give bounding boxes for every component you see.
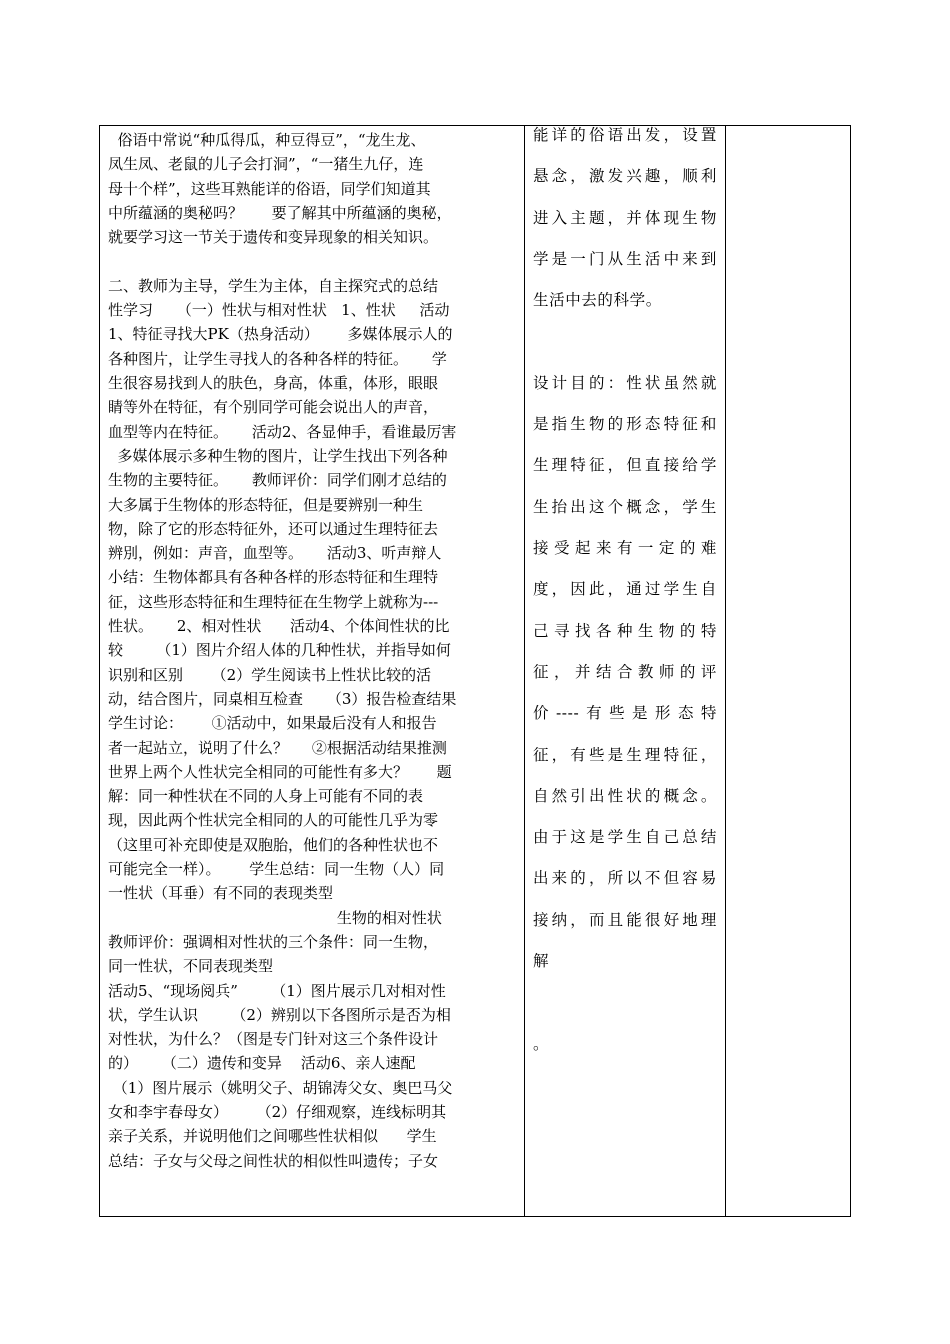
design-text-line: 是指生物的形态特征和 bbox=[533, 415, 717, 434]
text-line: 凤生凤、老鼠的儿子会打洞”，“一猪生九仔，连 bbox=[108, 155, 424, 174]
text-line: 生物的主要特征。 教师评价：同学们刚才总结的 bbox=[108, 471, 447, 490]
design-text-line: 己寻找各种生物的特 bbox=[533, 621, 717, 640]
design-text-line: 悬念，激发兴趣，顺利 bbox=[533, 167, 717, 186]
design-text-line: 学是一门从生活中来到 bbox=[533, 249, 717, 268]
text-line: 解：同一种性状在不同的人身上可能有不同的表 bbox=[108, 787, 424, 806]
text-line: 现，因此两个性状完全相同的人的可能性几乎为零 bbox=[108, 811, 439, 830]
text-line: 总结：子女与父母之间性状的相似性叫遗传；子女 bbox=[108, 1151, 439, 1170]
design-text-line: 。 bbox=[533, 1034, 550, 1053]
text-line: 生物的相对性状 bbox=[108, 908, 442, 927]
text-line: 二、教师为主导，学生为主体，自主探究式的总结 bbox=[108, 276, 439, 295]
text-line: 物，除了它的形态特征外，还可以通过生理特征去 bbox=[108, 519, 439, 538]
design-text-line: 接纳，而且能很好地理 bbox=[533, 910, 717, 929]
design-text-line: 设计目的：性状虽然就 bbox=[533, 373, 717, 392]
text-line: 就要学习这一节关于遗传和变异现象的相关知识。 bbox=[108, 228, 439, 247]
text-line: 较 （1）图片介绍人体的几种性状，并指导如何 bbox=[108, 641, 451, 660]
design-text-line: 进入主题，并体现生物 bbox=[533, 208, 717, 227]
design-text-line: 征，有些是生理特征， bbox=[533, 745, 717, 764]
column-divider-1 bbox=[524, 126, 525, 1216]
text-line: 征，这些形态特征和生理特征在生物学上就称为--- bbox=[108, 592, 439, 611]
design-text-line: 出来的，所以不但容易 bbox=[533, 869, 717, 888]
design-text-line: 度，因此，通过学生自 bbox=[533, 580, 717, 599]
design-text-line: 解 bbox=[533, 952, 550, 970]
text-line: 睛等外在特征，有个别同学可能会说出人的声音， bbox=[108, 398, 439, 417]
text-line: 女和李宇春母女） （2）仔细观察，连线标明其 bbox=[108, 1103, 447, 1121]
text-line: 母十个样”，这些耳熟能详的俗语，同学们知道其 bbox=[108, 179, 431, 198]
text-line: 俗语中常说“种瓜得瓜，种豆得豆”，“龙生龙、 bbox=[108, 131, 426, 149]
text-line: 动，结合图片，同桌相互检查 （3）报告检查结果 bbox=[108, 689, 457, 708]
text-line: 教师评价：强调相对性状的三个条件：同一生物， bbox=[108, 932, 439, 951]
text-line: 的） （二）遗传和变异 活动6、亲人速配 bbox=[108, 1054, 416, 1073]
text-line: 学生讨论： ①活动中，如果最后没有人和报告 bbox=[108, 714, 437, 733]
text-line: 活动5、“现场阅兵” （1）图片展示几对相对性 bbox=[108, 981, 446, 1000]
text-line: 对性状，为什么？（图是专门针对这三个条件设计 bbox=[108, 1030, 439, 1049]
design-text-line: 生抬出这个概念，学生 bbox=[533, 497, 717, 516]
text-line: 同一性状，不同表现类型 bbox=[108, 957, 274, 976]
text-line: 1、特征寻找大PK（热身活动） 多媒体展示人的 bbox=[108, 325, 453, 344]
text-line: 性状。 2、相对性状 活动4、个体间性状的比 bbox=[108, 617, 450, 635]
text-line: 识别和区别 （2）学生阅读书上性状比较的活 bbox=[108, 665, 432, 684]
text-line: 世界上两个人性状完全相同的可能性有多大？ 题 bbox=[108, 762, 452, 781]
design-text-line: 自然引出性状的概念。 bbox=[533, 786, 717, 805]
lesson-plan-table bbox=[99, 125, 851, 1217]
text-line: 生很容易找到人的肤色，身高，体重，体形，眼眼 bbox=[108, 374, 439, 392]
design-text-line: 生活中去的科学。 bbox=[533, 291, 662, 310]
design-text-line: 价----有些是形态特 bbox=[533, 704, 717, 723]
text-line: 亲子关系，并说明他们之间哪些性状相似 学生 bbox=[108, 1127, 437, 1146]
text-line: 各种图片，让学生寻找人的各种各样的特征。 学 bbox=[108, 349, 447, 368]
text-line: 性学习 （一）性状与相对性状 1、性状 活动 bbox=[108, 301, 450, 320]
design-text-line: 生理特征，但直接给学 bbox=[533, 456, 717, 475]
text-line: 一性状（耳垂）有不同的表现类型 bbox=[108, 884, 334, 903]
text-line: 多媒体展示多种生物的图片，让学生找出下列各种 bbox=[108, 446, 448, 465]
text-line: 辨別，例如：声音，血型等。 活动3、听声辩人 bbox=[108, 544, 442, 563]
design-text-line: 接受起来有一定的难 bbox=[533, 539, 717, 557]
text-line: 者一起站立，说明了什么？ ②根据活动结果推测 bbox=[108, 738, 447, 757]
text-line: 中所蕴涵的奥秘吗？ 要了解其中所蕴涵的奥秘， bbox=[108, 203, 452, 222]
text-line: 状，学生认识 （2）辨别以下各图所示是否为相 bbox=[108, 1005, 451, 1024]
design-text-line: 征，并结合教师的评 bbox=[533, 662, 717, 681]
text-line: 血型等内在特征。 活动2、各显伸手，看谁最厉害 bbox=[108, 422, 457, 441]
text-line: 可能完全一样）。 学生总结：同一生物（人）同 bbox=[108, 860, 445, 878]
text-line: （这里可补充即使是双胞胎，他们的各种性状也不 bbox=[108, 835, 439, 854]
text-line: 大多属于生物体的形态特征，但是要辨别一种生 bbox=[108, 495, 424, 514]
design-text-line: 由于这是学生自己总结 bbox=[533, 828, 717, 847]
text-line: 小结：生物体都具有各种各样的形态特征和生理特 bbox=[108, 568, 439, 587]
notes-column bbox=[726, 126, 850, 1216]
text-line: （1）图片展示（姚明父子、胡锦涛父女、奥巴马父 bbox=[108, 1078, 453, 1097]
design-text-line: 能详的俗语出发，设置 bbox=[533, 126, 717, 144]
